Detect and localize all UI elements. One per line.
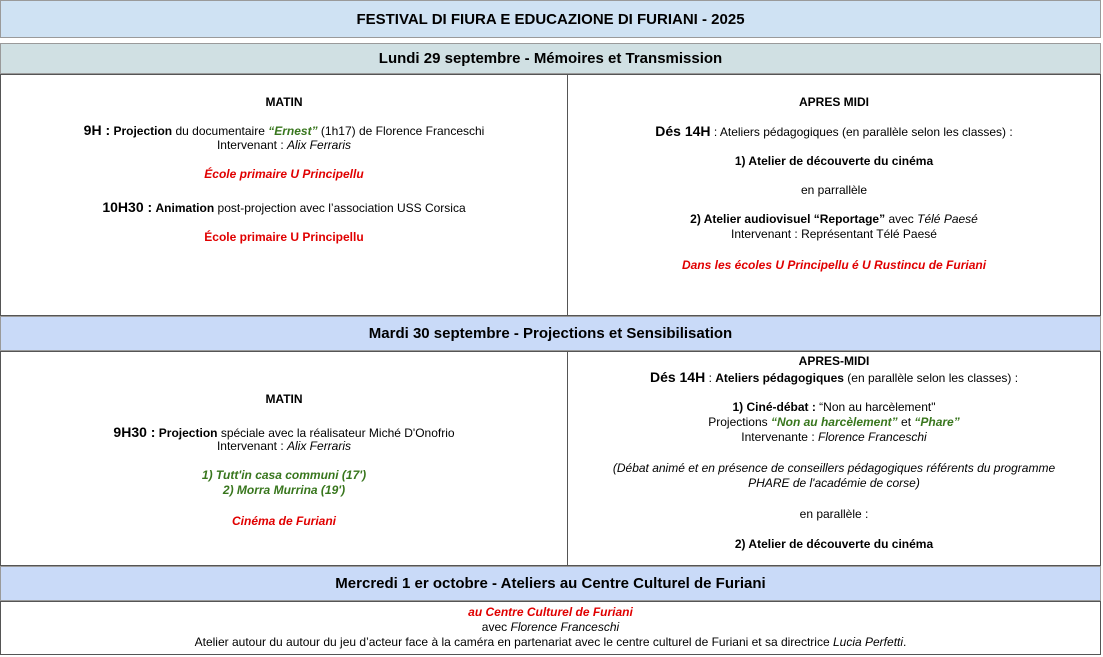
day2-workshop2: 2) Atelier de découverte du cinéma	[734, 537, 934, 551]
day2-afternoon-cell	[567, 351, 1101, 566]
day2-parallel: en parallèle :	[799, 507, 869, 521]
day2-workshop1: 1) Ciné-débat : “Non au harcèlement"	[732, 400, 936, 414]
day2-morning-label: MATIN	[265, 392, 303, 406]
festival-title: FESTIVAL DI FIURA E EDUCAZIONE DI FURIANI - 2025	[0, 0, 1101, 38]
day2-afternoon-speaker: Intervenante : Florence Franceschi	[741, 430, 927, 444]
day2-afternoon-label: APRES-MIDI	[798, 354, 870, 368]
day3-description: Atelier autour du autour du jeu d’acteur face à la caméra en partenariat avec le centre culturel de Furiani et sa directrice Lucia Perfetti.	[194, 635, 907, 649]
day2-session-line: 9H30 : Projection spéciale avec la réalisateur Miché D'Onofrio	[113, 424, 455, 440]
day1-afternoon-intro: Dés 14H : Ateliers pédagogiques (en parallèle selon les classes) :	[655, 123, 1013, 139]
day1-parallel: en parrallèle	[800, 183, 868, 197]
day2-morning-place: Cinéma de Furiani	[231, 514, 337, 528]
day1-session1-line: 9H : Projection du documentaire “Ernest” (1h17) de Florence Franceschi	[83, 122, 485, 138]
day1-morning-cell	[0, 74, 568, 316]
day2-film1: 1) Tutt'in casa communi (17')	[201, 468, 367, 482]
day1-morning-label: MATIN	[265, 95, 303, 109]
day2-film2: 2) Morra Murrina (19')	[222, 483, 346, 497]
day2-heading: Mardi 30 septembre - Projections et Sensibilisation	[0, 316, 1101, 351]
day3-heading: Mercredi 1 er octobre - Ateliers au Centre Culturel de Furiani	[0, 566, 1101, 601]
day2-note-line1: (Débat animé et en présence de conseillers pédagogiques référents du programme	[612, 461, 1056, 475]
day2-afternoon-intro: Dés 14H : Ateliers pédagogiques (en parallèle selon les classes) :	[649, 369, 1019, 385]
day1-session1-place: École primaire U Principellu	[204, 167, 364, 181]
day1-afternoon-place: Dans les écoles U Principellu é U Rustincu de Furiani	[681, 258, 987, 272]
day2-projections: Projections “Non au harcèlement” et “Phare”	[708, 415, 960, 429]
day1-workshop2: 2) Atelier audiovisuel “Reportage” avec Télé Paesé	[690, 212, 978, 226]
film-ernest: “Ernest”	[268, 124, 318, 138]
day3-cell	[0, 601, 1101, 655]
day3-with: avec Florence Franceschi	[481, 620, 620, 634]
day1-session2-place: École primaire U Principellu	[204, 230, 364, 244]
day1-session2-line: 10H30 : Animation post-projection avec l’association USS Corsica	[102, 199, 466, 215]
day2-morning-cell	[0, 351, 568, 566]
day1-workshop2-speaker: Intervenant : Représentant Télé Paesé	[731, 227, 937, 241]
day2-note-line2: PHARE de l'académie de corse)	[748, 476, 920, 490]
day1-afternoon-label: APRES MIDI	[798, 95, 869, 109]
day3-place: au Centre Culturel de Furiani	[468, 605, 633, 619]
day2-session-speaker: Intervenant : Alix Ferraris	[216, 439, 352, 453]
day1-session1-speaker: Intervenant : Alix Ferraris	[216, 138, 352, 152]
day1-afternoon-cell	[567, 74, 1101, 316]
day1-heading: Lundi 29 septembre - Mémoires et Transmission	[0, 43, 1101, 74]
day1-workshop1: 1) Atelier de découverte du cinéma	[734, 154, 934, 168]
